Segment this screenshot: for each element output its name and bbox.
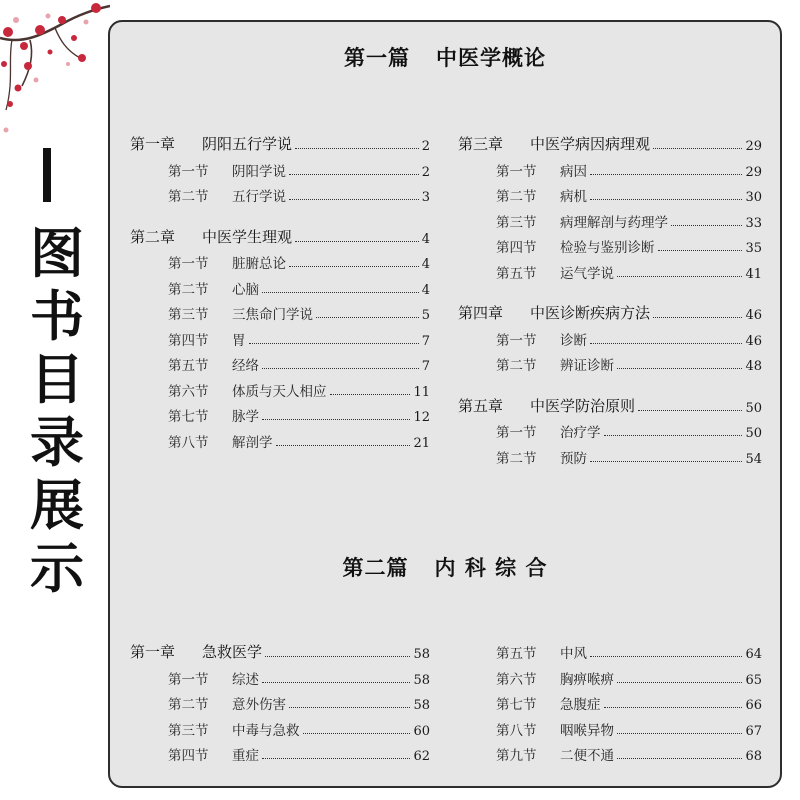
dot-leader <box>653 317 742 318</box>
entry-label <box>496 744 614 764</box>
entry-title: 预防 <box>560 450 587 467</box>
entry-label <box>168 329 246 349</box>
page-number: 35 <box>745 241 762 256</box>
toc-section-entry <box>168 158 430 180</box>
entry-number: 第四节 <box>168 332 209 349</box>
toc-section-entry <box>496 260 762 282</box>
dot-leader <box>295 148 419 149</box>
entry-title: 急腹症 <box>560 697 601 713</box>
entry-title: 五行学说 <box>232 189 286 205</box>
entry-label <box>168 693 286 713</box>
entry-title: 脉学 <box>232 409 259 425</box>
entry-label <box>168 668 259 688</box>
entry-title: 运气学说 <box>560 265 614 282</box>
page-number: 50 <box>745 426 762 441</box>
dot-leader <box>617 276 742 277</box>
vertical-bar <box>43 148 51 202</box>
page-number: 66 <box>745 698 762 713</box>
page-number: 2 <box>421 139 430 154</box>
page-number: 29 <box>745 139 762 154</box>
entry-number: 第五章 <box>458 396 504 415</box>
toc-section-entry <box>496 234 762 256</box>
page-number: 3 <box>421 190 430 205</box>
entry-number: 第一节 <box>168 671 209 688</box>
entry-number: 第六节 <box>496 671 537 688</box>
dot-leader <box>590 343 742 344</box>
dot-leader <box>262 682 410 683</box>
dot-leader <box>590 199 742 200</box>
entry-label <box>496 354 614 374</box>
entry-title: 咽喉异物 <box>560 722 614 739</box>
dot-leader <box>262 758 410 759</box>
dot-leader <box>276 445 411 446</box>
toc-section-entry <box>496 666 762 688</box>
toc-section-entry <box>168 301 430 323</box>
entry-number: 第二节 <box>496 189 537 205</box>
entry-number: 第三章 <box>458 135 504 153</box>
dot-leader <box>249 343 419 344</box>
entry-label <box>496 668 614 688</box>
entry-label <box>168 431 273 451</box>
page-number: 21 <box>413 435 430 451</box>
part1-title <box>110 42 780 72</box>
part1-title-num: 第一篇 <box>344 45 410 70</box>
dot-leader <box>590 656 742 657</box>
page-number: 7 <box>421 359 430 374</box>
entry-title: 中医学生理观 <box>202 227 293 246</box>
entry-number: 第二节 <box>168 281 209 298</box>
entry-title: 中毒与急救 <box>232 722 300 739</box>
page-number: 67 <box>745 723 762 739</box>
toc-section-entry <box>496 183 762 205</box>
toc-section-entry <box>168 276 430 298</box>
entry-number: 第一章 <box>130 643 176 661</box>
toc-chapter-entry <box>458 394 762 416</box>
toc-chapter-entry <box>130 132 430 154</box>
dot-leader <box>658 250 743 251</box>
dot-leader <box>316 317 419 318</box>
page-number: 58 <box>413 647 430 662</box>
page-number: 46 <box>745 308 762 323</box>
entry-number: 第七节 <box>496 697 537 713</box>
entry-number: 第五节 <box>496 265 537 282</box>
entry-label <box>496 421 601 441</box>
entry-number: 第一节 <box>496 425 537 441</box>
side-title <box>26 222 88 600</box>
entry-number: 第二节 <box>496 358 537 374</box>
entry-number: 第六节 <box>168 383 209 400</box>
toc-section-entry <box>168 352 430 374</box>
page-number: 62 <box>413 749 430 764</box>
page-number: 64 <box>745 647 762 662</box>
toc-section-entry <box>168 691 430 713</box>
dot-leader <box>295 241 419 242</box>
entry-number: 第二节 <box>168 189 209 205</box>
entry-title: 阴阳五行学说 <box>202 135 293 153</box>
dot-leader <box>590 174 742 175</box>
entry-label <box>496 211 668 231</box>
entry-number: 第二章 <box>130 227 176 246</box>
toc-section-entry <box>496 640 762 662</box>
dot-leader <box>604 707 743 708</box>
entry-title: 病理解剖与药理学 <box>560 214 668 231</box>
entry-title: 检验与鉴别诊断 <box>560 240 655 256</box>
page-number: 68 <box>745 749 762 764</box>
page-number: 46 <box>745 333 762 349</box>
dot-leader <box>262 292 419 293</box>
dot-leader <box>330 394 411 395</box>
entry-label <box>130 641 262 662</box>
page-number: 58 <box>413 698 430 713</box>
toc-section-entry <box>168 403 430 425</box>
entry-label <box>496 262 614 282</box>
entry-number: 第三节 <box>168 307 209 323</box>
dot-leader <box>289 266 419 267</box>
entry-number: 第三节 <box>168 722 209 739</box>
page-number: 12 <box>413 410 430 425</box>
side-title-char: 图 <box>30 222 84 285</box>
entry-label <box>168 160 286 180</box>
page-number: 4 <box>421 282 430 298</box>
entry-number: 第八节 <box>168 434 209 451</box>
page-number: 2 <box>421 164 430 180</box>
entry-label <box>168 252 286 272</box>
entry-title: 阴阳学说 <box>232 163 286 180</box>
dot-leader <box>262 368 419 369</box>
toc-section-entry <box>168 717 430 739</box>
side-title-char: 目 <box>30 348 84 411</box>
entry-number: 第九节 <box>496 748 537 764</box>
dot-leader <box>617 368 742 369</box>
entry-label <box>496 447 587 467</box>
entry-title: 中风 <box>560 646 587 662</box>
toc-section-entry <box>496 742 762 764</box>
toc-section-entry <box>496 209 762 231</box>
entry-number: 第八节 <box>496 722 537 739</box>
toc-section-entry <box>168 429 430 451</box>
entry-title: 解剖学 <box>232 434 273 451</box>
entry-title: 病机 <box>560 189 587 205</box>
entry-number: 第一节 <box>168 163 209 180</box>
page-number: 65 <box>745 672 762 688</box>
dot-leader <box>265 656 410 657</box>
toc-section-entry <box>168 183 430 205</box>
entry-label <box>168 744 259 764</box>
dot-leader <box>638 410 742 411</box>
toc-section-entry <box>168 666 430 688</box>
page-number: 50 <box>745 400 762 416</box>
entry-title: 重症 <box>232 748 259 764</box>
part1-title-name: 中医学概论 <box>436 45 546 70</box>
plum-blossom-decoration <box>0 0 110 200</box>
entry-number: 第一节 <box>496 332 537 349</box>
dot-leader <box>262 419 410 420</box>
entry-title: 心脑 <box>232 281 259 298</box>
entry-number: 第二节 <box>168 697 209 713</box>
entry-label <box>458 302 650 323</box>
page-number: 41 <box>745 266 762 282</box>
entry-label <box>168 380 327 400</box>
entry-label <box>168 303 313 323</box>
entry-number: 第三节 <box>496 214 537 231</box>
entry-number: 第四节 <box>168 748 209 764</box>
side-title-char: 展 <box>30 474 84 537</box>
page-number: 7 <box>421 333 430 349</box>
entry-title: 体质与天人相应 <box>232 383 327 400</box>
entry-number: 第四章 <box>458 304 504 322</box>
toc-section-entry <box>168 327 430 349</box>
dot-leader <box>303 733 411 734</box>
entry-label <box>168 185 286 205</box>
side-title-char: 录 <box>30 411 84 474</box>
part2-title <box>110 552 780 582</box>
toc-section-entry <box>168 250 430 272</box>
page-number: 60 <box>413 723 430 739</box>
page-number: 30 <box>745 190 762 205</box>
toc-section-entry <box>496 445 762 467</box>
dot-leader <box>671 225 742 226</box>
entry-label <box>496 329 587 349</box>
page-number: 54 <box>745 451 762 467</box>
entry-label <box>458 133 650 154</box>
entry-number: 第二节 <box>496 450 537 467</box>
dot-leader <box>653 148 742 149</box>
toc-section-entry <box>168 742 430 764</box>
entry-number: 第一节 <box>496 163 537 180</box>
entry-title: 病因 <box>560 163 587 180</box>
toc-section-entry <box>496 691 762 713</box>
page-number: 58 <box>413 672 430 688</box>
entry-title: 胸痹喉痹 <box>560 671 614 688</box>
entry-title: 经络 <box>232 358 259 374</box>
entry-title: 意外伤害 <box>232 697 286 713</box>
entry-label <box>168 719 300 739</box>
dot-leader <box>617 733 742 734</box>
page-number: 48 <box>745 359 762 374</box>
toc-chapter-entry <box>130 640 430 662</box>
entry-title: 综述 <box>232 671 259 688</box>
entry-label <box>130 133 292 154</box>
dot-leader <box>289 174 419 175</box>
entry-title: 急救医学 <box>202 643 263 661</box>
page-number: 4 <box>421 231 430 247</box>
dot-leader <box>617 682 742 683</box>
entry-label <box>458 395 635 416</box>
page-number: 29 <box>745 164 762 180</box>
entry-number: 第四节 <box>496 240 537 256</box>
entry-label <box>496 719 614 739</box>
entry-label <box>496 160 587 180</box>
toc-section-entry <box>496 158 762 180</box>
toc-section-entry <box>496 327 762 349</box>
entry-label <box>496 693 601 713</box>
entry-title: 诊断 <box>560 332 587 349</box>
dot-leader <box>590 461 742 462</box>
toc-section-entry <box>168 378 430 400</box>
entry-number: 第五节 <box>168 358 209 374</box>
entry-title: 脏腑总论 <box>232 256 286 272</box>
entry-title: 治疗学 <box>560 425 601 441</box>
side-title-char: 示 <box>30 537 84 600</box>
entry-number: 第七节 <box>168 409 209 425</box>
toc-panel <box>108 20 782 788</box>
entry-label <box>496 236 655 256</box>
entry-number: 第一章 <box>130 135 176 153</box>
toc-chapter-entry <box>458 132 762 154</box>
entry-label <box>496 185 587 205</box>
dot-leader <box>617 758 742 759</box>
page-number: 4 <box>421 257 430 272</box>
page-number: 11 <box>413 384 430 400</box>
part2-title-name: 内 科 综 合 <box>434 555 548 580</box>
dot-leader <box>604 435 743 436</box>
toc-chapter-entry <box>458 301 762 323</box>
toc-section-entry <box>496 352 762 374</box>
entry-title: 胃 <box>232 332 246 349</box>
page-number: 33 <box>745 215 762 231</box>
toc-section-entry <box>496 717 762 739</box>
entry-title: 中医学病因病理观 <box>530 135 651 153</box>
entry-title: 中医学防治原则 <box>530 396 636 415</box>
entry-title: 辨证诊断 <box>560 358 614 374</box>
entry-title: 二便不通 <box>560 748 614 764</box>
entry-label <box>168 405 259 425</box>
entry-number: 第一节 <box>168 256 209 272</box>
side-title-char: 书 <box>30 285 84 348</box>
page-number: 5 <box>421 308 430 323</box>
entry-label <box>496 642 587 662</box>
toc-chapter-entry <box>130 225 430 247</box>
entry-label <box>130 226 292 247</box>
entry-label <box>168 354 259 374</box>
toc-section-entry <box>496 419 762 441</box>
dot-leader <box>289 707 410 708</box>
entry-title: 中医诊断疾病方法 <box>530 304 651 322</box>
entry-number: 第五节 <box>496 646 537 662</box>
entry-label <box>168 278 259 298</box>
entry-title: 三焦命门学说 <box>232 307 313 323</box>
part2-title-num: 第二篇 <box>342 555 409 580</box>
dot-leader <box>289 199 419 200</box>
